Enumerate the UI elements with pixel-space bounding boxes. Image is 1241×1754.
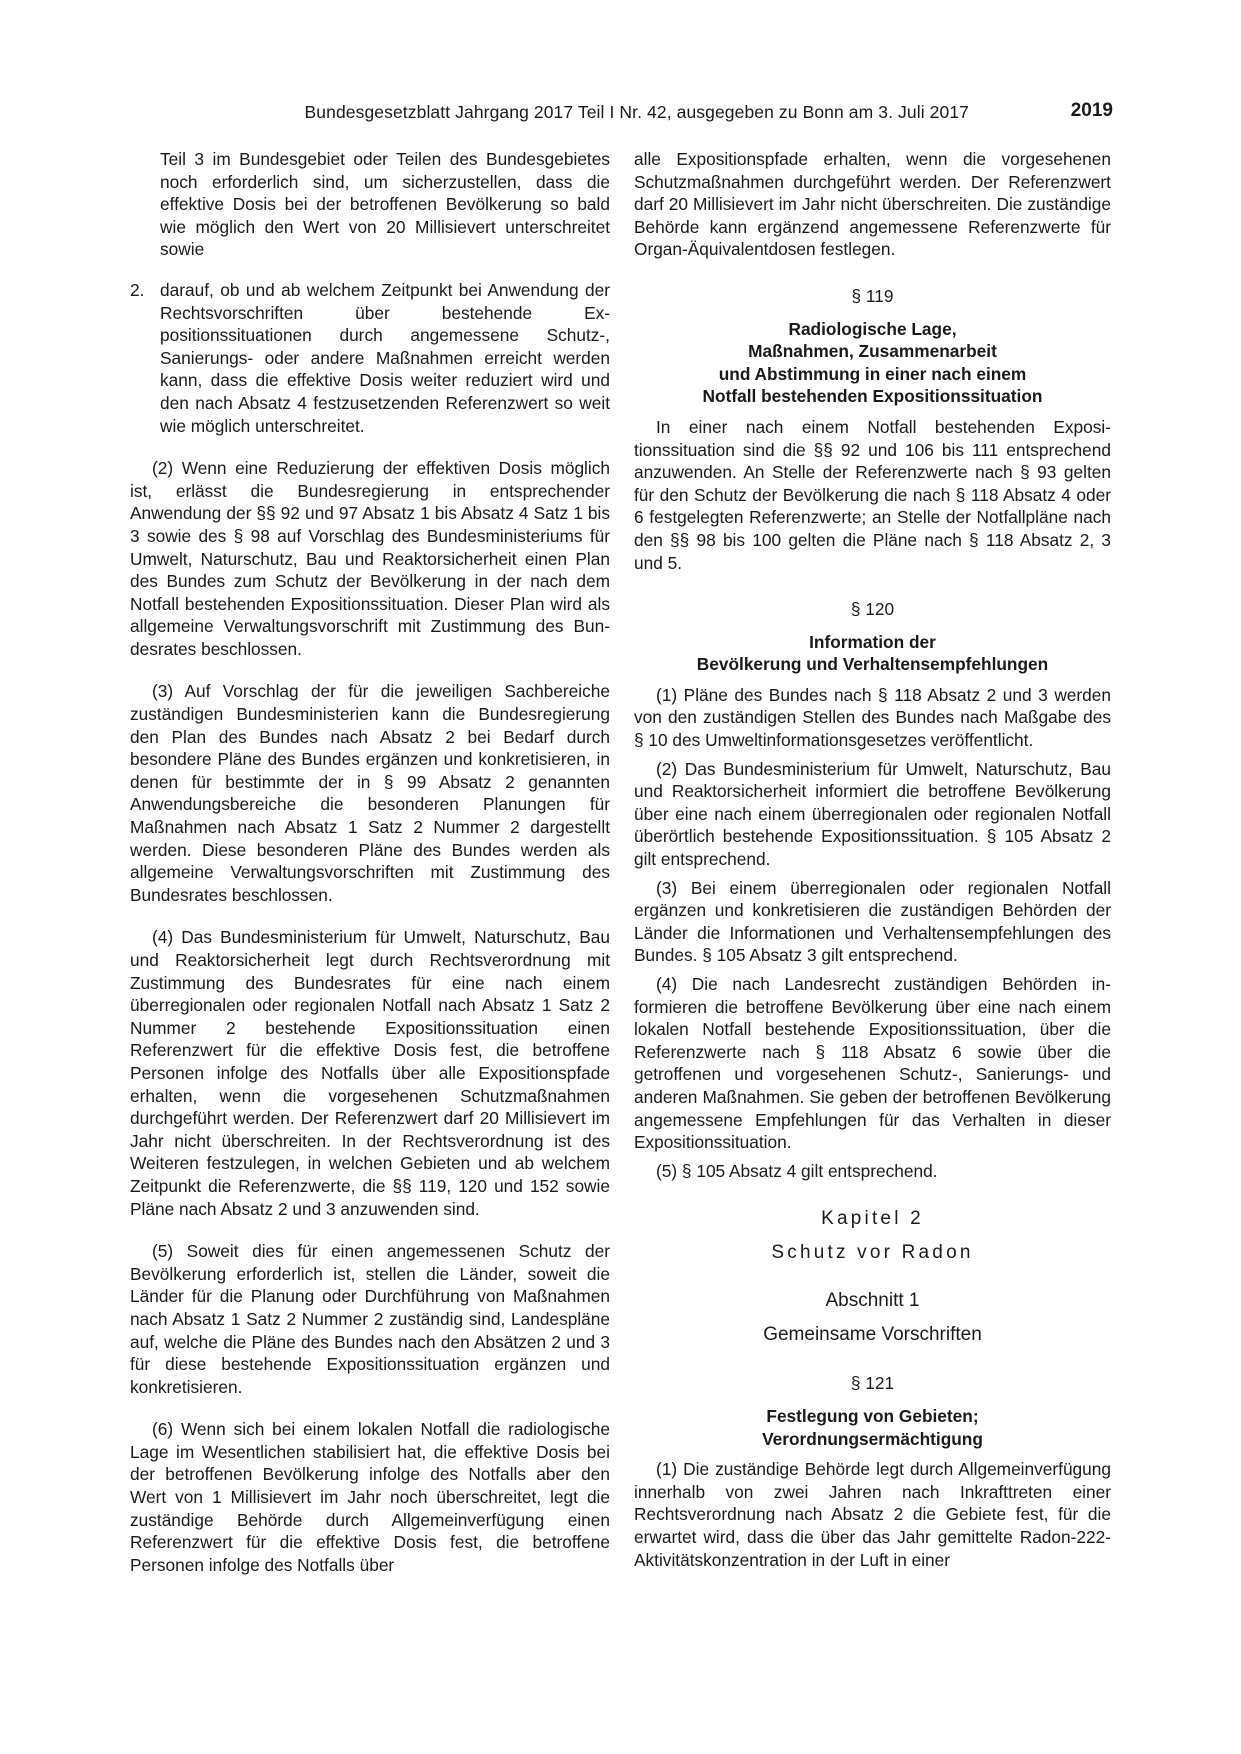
paragraph-2: (2) Wenn eine Reduzierung der effektiven Dosis möglich ist, erlässt die Bundesregierung in entsprechender Anwendung der §§ 92 und 97 Absatz 1 bis Absatz 4 Satz 1 bis 3 sowie des § 98 auf Vorschlag des Bundesministeriums für Umwelt, Naturschutz, Bau und Reaktorsicherheit einen Plan des Bundes zum Schutz der Bevölkerung in der nach dem Notfall bestehenden Expositionssituation. Dieser Plan wird als allgemeine Verwaltungsvorschrift mit Zustimmung des Bundesrates beschlossen.	[130, 458, 610, 659]
section-120-number: § 120	[850, 599, 895, 620]
section-121-title-line: Verordnungsermächtigung	[762, 1428, 983, 1449]
paragraph-3: (3) Auf Vorschlag der für die jeweiligen Sachbereiche zuständigen Bundesministerien kann die Bundesregierung den Plan des Bundes nach Absatz 2 bei Bedarf durch besondere Pläne des Bundes ergänzen und konkretisieren, in denen für bestimmte der in § 99 Absatz 2 genannten Anwendungsbereiche die besonderen Planungen für Maßnahmen nach Absatz 1 Satz 2 Nummer 2 dargestellt werden. Diese besonderen Pläne des Bundes werden als allgemeine Verwaltungsvorschriften mit Zustimmung des Bundesrates beschlossen.	[130, 681, 610, 905]
section-120-title-line: Information der	[809, 631, 936, 652]
chapter-number: Kapitel 2	[821, 1208, 924, 1230]
subsection-number: Abschnitt 1	[825, 1290, 920, 1312]
section-121-title	[634, 1405, 1111, 1450]
paragraph-6: (6) Wenn sich bei einem lokalen Notfall die radiologische Lage im Wesentlichen stabilisiert hat, die effektive Dosis bei der betroffenen Bevölkerung infolge des Notfalls aber den Wert von 1 Millisievert im Jahr noch überschreitet, legt die zuständige Behörde durch Allgemeinverfügung einen Referenzwert für die effektive Dosis fest, die betroffene Personen infolge des Notfalls über	[130, 1419, 610, 1575]
section-119-title-line: und Abstimmung in einer nach einem	[718, 363, 1027, 384]
section-119-title-line: Maßnahmen, Zusammenarbeit	[748, 341, 997, 362]
list-text: darauf, ob und ab welchem Zeitpunkt bei Anwendung der Rechtsvorschriften über bestehende Expositionssituationen durch angemessene Schutz-, Sanierungs- oder andere Maßnahmen erreicht werden kann, dass die effektive Dosis weiter reduziert wird und den nach Absatz 4 festzusetzenden Referenzwert so weit wie möglich unterschreitet.	[160, 279, 610, 436]
page-number: 2019	[1070, 100, 1113, 121]
section-120-title-line: Bevölkerung und Verhaltensempfehlungen	[696, 654, 1049, 675]
continued-paragraph: alle Expositionspfade erhalten, wenn die vorgesehenen Schutzmaßnahmen durchgeführt werden. Der Referenzwert darf 20 Millisievert im Jahr nicht überschreiten. Die zuständige Behörde kann ergänzend angemessene Referenzwerte für Organ-Äquivalentdosen festlegen.	[634, 149, 1111, 260]
section-119-title	[634, 318, 1111, 408]
section-120-paragraph-4: (4) Die nach Landesrecht zuständigen Behörden informieren die betroffene Bevölkerung über eine nach einem lokalen Notfall bestehende Expositionssituation, über die Referenzwerte nach § 118 Absatz 6 sowie über die getroffenen und vorgesehenen Schutz-, Sanierungs- und anderen Maßnahmen. Sie geben der betroffenen Bevölkerung angemessene Empfehlungen für das Verhalten in dieser Expositionssituation.	[634, 974, 1111, 1153]
section-120-paragraph-5: (5) § 105 Absatz 4 gilt entsprechend.	[656, 1160, 938, 1181]
subsection-title: Gemeinsame Vorschriften	[763, 1324, 982, 1346]
section-121-title-line: Festlegung von Gebieten;	[766, 1405, 979, 1426]
section-120-paragraph-3: (3) Bei einem überregionalen oder regionalen Notfall ergänzen und konkretisieren die zuständigen Behörden der Länder die Informationen und Verhaltensempfehlungen des Bundes. § 105 Absatz 3 gilt entsprechend.	[634, 877, 1111, 966]
section-120-title	[634, 631, 1111, 676]
chapter-title: Schutz vor Radon	[771, 1242, 974, 1264]
paragraph-4: (4) Das Bundesministerium für Umwelt, Naturschutz, Bau und Reaktorsicherheit legt durch Rechtsverordnung mit Zustimmung des Bundesrates für eine nach einem überregionalen oder regionalen Notfall nach Absatz 1 Satz 2 Nummer 2 bestehende Expositionssituation einen Referenzwert für die effektive Dosis fest, die betroffene Personen infolge des Notfalls über alle Expositionspfade erhalten, wenn die vorgesehenen Schutzmaßnahmen durchgeführt werden. Der Referenzwert darf 20 Millisievert im Jahr nicht überschreiten. In der Rechtsverordnung ist des Weiteren festzulegen, in welchen Gebieten und ab welchem Zeitpunkt die Referenzwerte, die §§ 119, 120 und 152 sowie Pläne nach Absatz 2 und 3 anzuwenden sind.	[130, 927, 610, 1219]
continued-list-text: Teil 3 im Bundesgebiet oder Teilen des Bundesgebietes noch erforderlich sind, um sicherzustellen, dass die effektive Dosis bei der betroffenen Bevölkerung so bald wie möglich den Wert von 20 Millisievert unterschreitet sowie	[160, 149, 610, 260]
list-number: 2.	[130, 279, 145, 300]
page-header	[0, 100, 1241, 130]
left-column	[130, 148, 610, 1576]
header-text: Bundesgesetzblatt Jahrgang 2017 Teil I Nr. 42, ausgegeben zu Bonn am 3. Juli 2017	[304, 102, 969, 122]
section-120-paragraph-2: (2) Das Bundesministerium für Umwelt, Naturschutz, Bau und Reaktorsicherheit informiert die betroffene Bevölkerung über eine nach einem überregionalen oder regionalen Notfall überörtlich bestehende Expositionssituation. § 105 Absatz 2 gilt entsprechend.	[634, 758, 1111, 870]
section-119-title-line: Notfall bestehenden Expositionssituation	[702, 386, 1043, 407]
section-119-title-line: Radiologische Lage,	[788, 318, 957, 339]
list-item-2	[130, 279, 610, 437]
section-119-paragraph: In einer nach einem Notfall bestehenden Expositionssituation sind die §§ 92 und 106 bis 111 entsprechend anzuwenden. An Stelle der Referenzwerte nach § 93 gelten für den Schutz der Bevölkerung die nach § 118 Absatz 4 oder 6 festgelegten Referenzwerte; an Stelle der Notfallpläne nach den §§ 98 bis 100 gelten die Pläne nach § 118 Absatz 2, 3 und 5.	[634, 416, 1111, 573]
section-120-paragraph-1: (1) Pläne des Bundes nach § 118 Absatz 2 und 3 werden von den zuständigen Stellen des Bundes nach Maßgabe des § 10 des Umweltinformationsgesetzes veröffentlicht.	[634, 684, 1111, 751]
right-column	[634, 148, 1111, 1571]
section-121-paragraph-1: (1) Die zuständige Behörde legt durch Allgemeinverfügung innerhalb von zwei Jahren nach Inkrafttreten einer Rechtsverordnung nach Absatz 2 die Gebiete fest, für die erwartet wird, dass die über das Jahr gemittelte Radon-222-Aktivitätskonzentration in der Luft in einer	[634, 1459, 1111, 1570]
section-119-number: § 119	[851, 285, 894, 306]
paragraph-5: (5) Soweit dies für einen angemessenen Schutz der Bevölkerung erforderlich ist, stellen die Länder, soweit die Länder für die Planung oder Durchführung von Maßnahmen nach Absatz 1 Satz 2 Nummer 2 zuständig sind, Landespläne auf, welche die Pläne des Bundes nach den Absätzen 2 und 3 für diese bestehende Expositionssituation ergänzen und konkretisieren.	[130, 1241, 610, 1397]
section-121-number: § 121	[850, 1373, 895, 1394]
